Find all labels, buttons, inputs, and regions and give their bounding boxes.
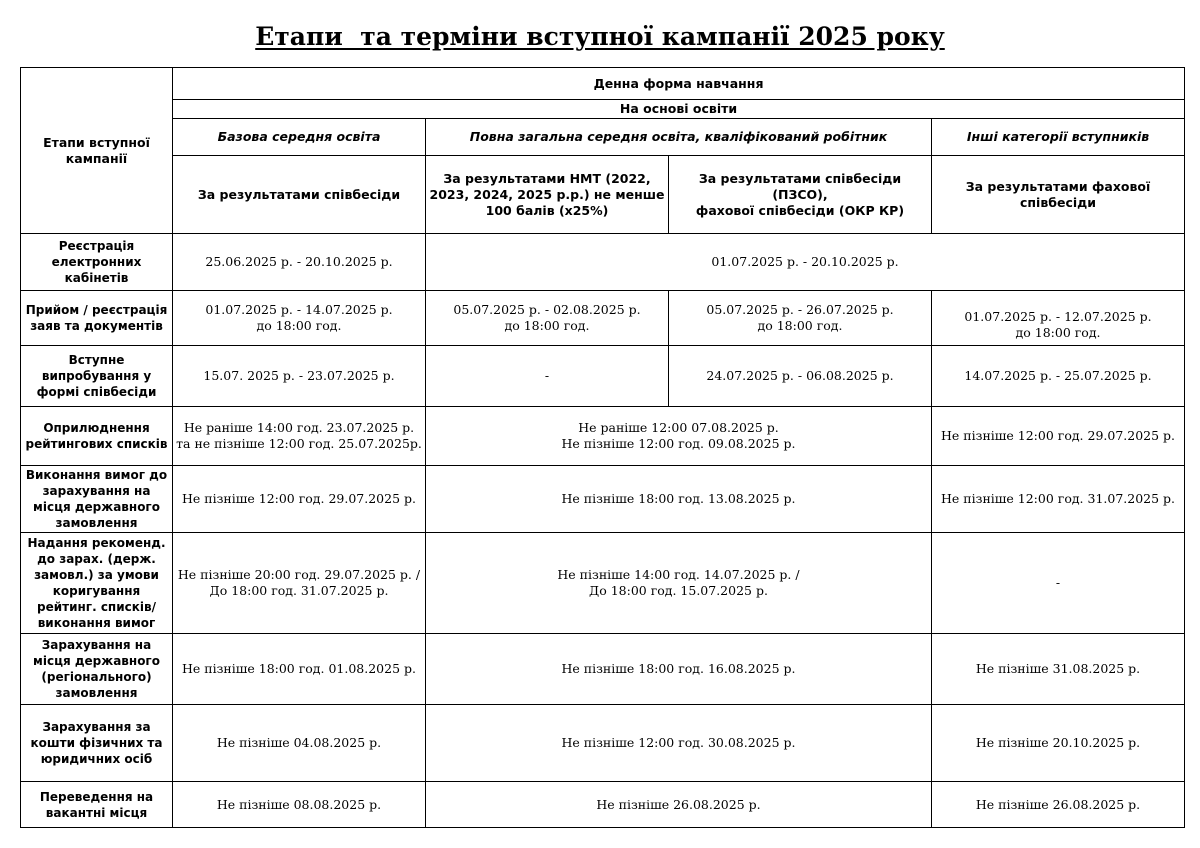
table-row	[21, 407, 1185, 466]
full-cell: Не пізніше 18:00 год. 16.08.2025 р.	[426, 634, 932, 705]
table-row	[21, 346, 1185, 407]
full-cell: Не пізніше 12:00 год. 30.08.2025 р.	[426, 705, 932, 782]
other-cell	[932, 291, 1185, 346]
admission-schedule-table	[20, 67, 1185, 828]
table-row	[21, 466, 1185, 533]
table-row	[21, 291, 1185, 346]
stage-cell: Зарахування на місця державного (регіонального) замовлення	[21, 634, 173, 705]
header-row-basis	[21, 100, 1185, 119]
other-cell: Не пізніше 26.08.2025 р.	[932, 782, 1185, 828]
basic-cell: Не пізніше 08.08.2025 р.	[173, 782, 426, 828]
basic-cell: 01.07.2025 р. - 14.07.2025 р. до 18:00 год.	[173, 291, 426, 346]
table-row	[21, 782, 1185, 828]
stage-cell: Переведення на вакантні місця	[21, 782, 173, 828]
full-cell: Не пізніше 26.08.2025 р.	[426, 782, 932, 828]
table-row	[21, 533, 1185, 634]
header-row-form	[21, 68, 1185, 100]
table-row	[21, 705, 1185, 782]
stage-cell: Реєстрація електронних кабінетів	[21, 234, 173, 291]
basic-cell: Не пізніше 20:00 год. 29.07.2025 р. / До 18:00 год. 31.07.2025 р.	[173, 533, 426, 634]
other-cell-text: 01.07.2025 р. - 12.07.2025 р. до 18:00 год.	[964, 309, 1152, 340]
table-row	[21, 634, 1185, 705]
stage-cell: Вступне випробування у формі співбесіди	[21, 346, 173, 407]
header-group-other: Інші категорії вступників	[932, 119, 1185, 156]
other-cell: Не пізніше 20.10.2025 р.	[932, 705, 1185, 782]
basic-cell: Не пізніше 18:00 год. 01.08.2025 р.	[173, 634, 426, 705]
full-cell: Не пізніше 18:00 год. 13.08.2025 р.	[426, 466, 932, 533]
header-group-basic: Базова середня освіта	[173, 119, 426, 156]
stage-cell: Зарахування за кошти фізичних та юридичних осіб	[21, 705, 173, 782]
basic-cell: Не пізніше 04.08.2025 р.	[173, 705, 426, 782]
stage-cell: Прийом / реєстрація заяв та документів	[21, 291, 173, 346]
header-sub-nmt: За результатами НМТ (2022, 2023, 2024, 2025 р.р.) не менше 100 балів (х25%)	[426, 156, 669, 234]
other-cell: Не пізніше 12:00 год. 31.07.2025 р.	[932, 466, 1185, 533]
header-row-groups	[21, 119, 1185, 156]
header-group-full: Повна загальна середня освіта, кваліфікований робітник	[426, 119, 932, 156]
header-stages: Етапи вступної кампанії	[21, 68, 173, 234]
header-sub-interview: За результатами співбесіди (ПЗСО), фахової співбесіди (ОКР КР)	[669, 156, 932, 234]
nmt-cell: 05.07.2025 р. - 02.08.2025 р. до 18:00 год.	[426, 291, 669, 346]
header-basis: На основі освіти	[173, 100, 1185, 119]
basic-cell: Не пізніше 12:00 год. 29.07.2025 р.	[173, 466, 426, 533]
rest-cell: 01.07.2025 р. - 20.10.2025 р.	[426, 234, 1185, 291]
other-cell: Не пізніше 12:00 год. 29.07.2025 р.	[932, 407, 1185, 466]
basic-cell: Не раніше 14:00 год. 23.07.2025 р. та не пізніше 12:00 год. 25.07.2025р.	[173, 407, 426, 466]
basic-cell: 25.06.2025 р. - 20.10.2025 р.	[173, 234, 426, 291]
table-row	[21, 234, 1185, 291]
full-cell: Не раніше 12:00 07.08.2025 р. Не пізніше 12:00 год. 09.08.2025 р.	[426, 407, 932, 466]
stage-cell: Виконання вимог до зарахування на місця державного замовлення	[21, 466, 173, 533]
basic-cell: 15.07. 2025 р. - 23.07.2025 р.	[173, 346, 426, 407]
interview-cell: 05.07.2025 р. - 26.07.2025 р. до 18:00 год.	[669, 291, 932, 346]
stage-cell: Оприлюднення рейтингових списків	[21, 407, 173, 466]
header-row-subs	[21, 156, 1185, 234]
full-cell: Не пізніше 14:00 год. 14.07.2025 р. / До 18:00 год. 15.07.2025 р.	[426, 533, 932, 634]
interview-cell: 24.07.2025 р. - 06.08.2025 р.	[669, 346, 932, 407]
stage-cell: Надання рекоменд. до зарах. (держ. замовл.) за умови коригування рейтинг. списків/ виконання вимог	[21, 533, 173, 634]
other-cell: -	[932, 533, 1185, 634]
header-sub-basic: За результатами співбесіди	[173, 156, 426, 234]
header-sub-other: За результатами фахової співбесіди	[932, 156, 1185, 234]
other-cell: Не пізніше 31.08.2025 р.	[932, 634, 1185, 705]
other-cell: 14.07.2025 р. - 25.07.2025 р.	[932, 346, 1185, 407]
page-title: Етапи та терміни вступної кампанії 2025 року	[255, 22, 945, 51]
header-form: Денна форма навчання	[173, 68, 1185, 100]
nmt-cell: -	[426, 346, 669, 407]
